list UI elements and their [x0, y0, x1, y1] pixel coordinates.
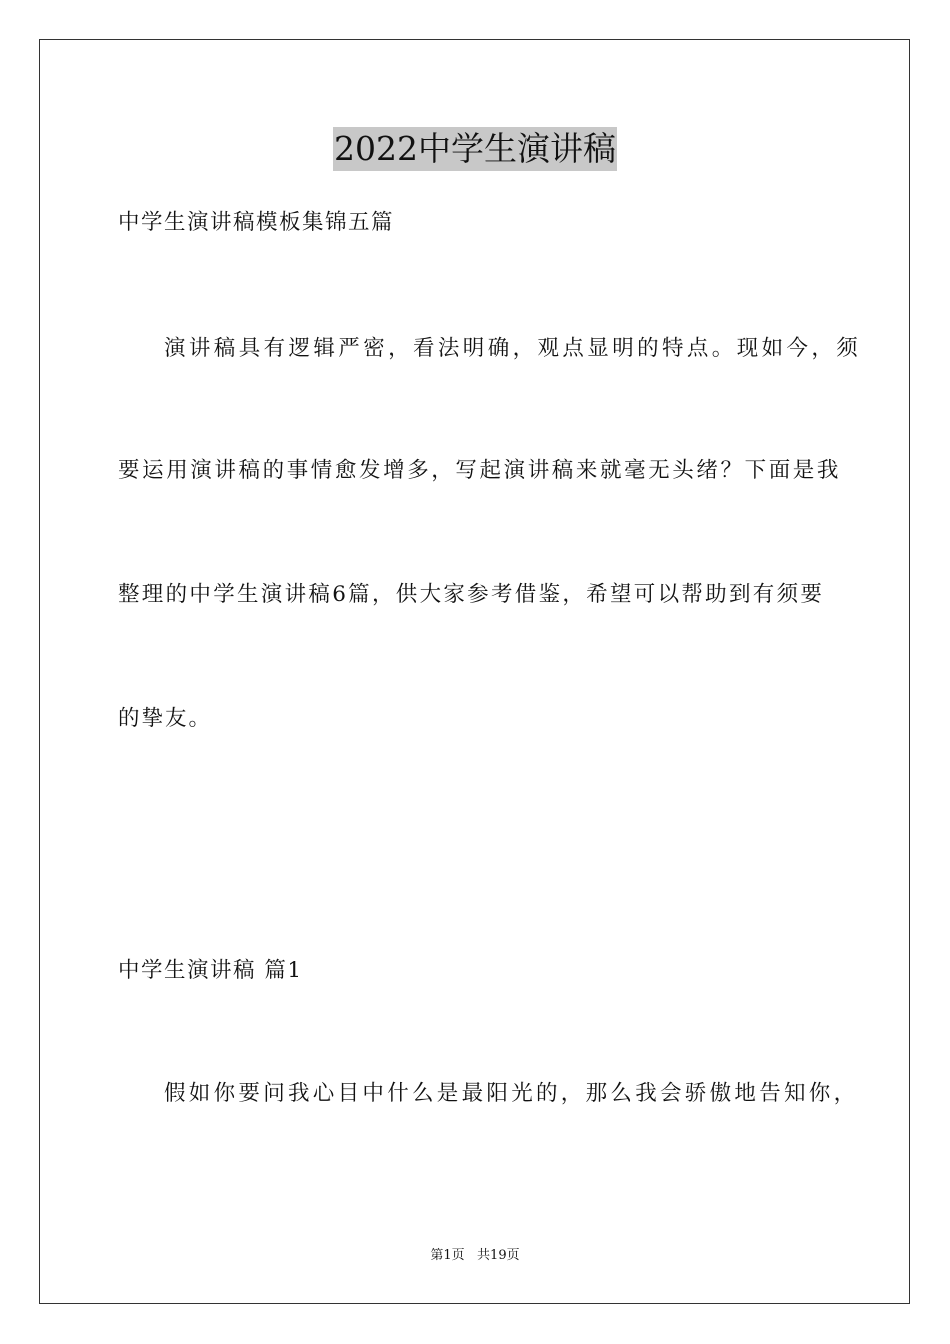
section-heading: 中学生演讲稿 篇1 — [118, 958, 303, 983]
document-title: 2022中学生演讲稿 — [333, 127, 617, 171]
section-paragraph-line: 假如你要问我心目中什么是最阳光的，那么我会骄傲地告知你， — [164, 1081, 859, 1106]
intro-paragraph-line: 要运用演讲稿的事情愈发增多，写起演讲稿来就毫无头绪？下面是我 — [118, 458, 842, 483]
document-subtitle: 中学生演讲稿模板集锦五篇 — [118, 210, 395, 235]
page-footer: 第1页 共19页 — [430, 1248, 520, 1263]
intro-paragraph-line: 演讲稿具有逻辑严密，看法明确，观点显明的特点。现如今，须 — [164, 336, 862, 361]
intro-paragraph-line: 整理的中学生演讲稿6篇，供大家参考借鉴，希望可以帮助到有须要 — [118, 582, 825, 607]
title-container — [0, 127, 950, 171]
intro-paragraph-line: 的挚友。 — [118, 706, 213, 731]
